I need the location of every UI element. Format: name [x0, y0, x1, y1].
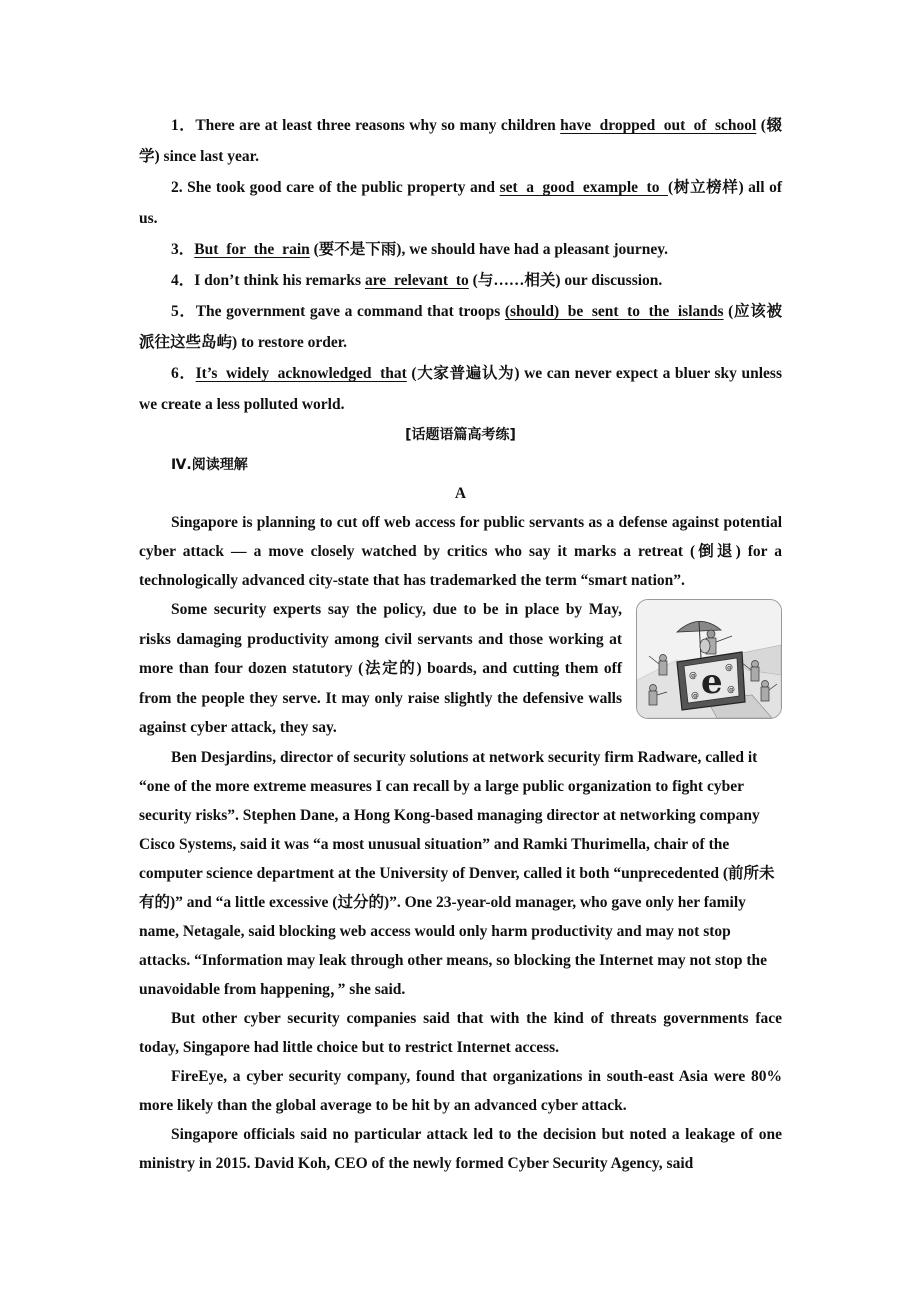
exercise-text-before: She took good care of the public property and — [187, 179, 500, 196]
exercise-item-4 — [139, 265, 782, 296]
passage-paragraph-4: But other cyber security companies said that with the kind of threats governments face today, Singapore had little choice but to restrict Internet access. — [139, 1009, 782, 1056]
svg-text:@: @ — [727, 685, 735, 694]
exercise-number: 4． — [171, 272, 195, 289]
passage-paragraph-1: Singapore is planning to cut off web access for public servants as a defense against potential cyber attack — a move closely watched by critics who say it marks a retreat (倒退) for a technologically advanced city-state that has trademarked the term “smart nation”. — [139, 514, 782, 589]
translation-exercises — [139, 110, 782, 420]
exercise-number: 3． — [171, 241, 195, 258]
reading-passage — [139, 480, 782, 1178]
passage-letter: A — [454, 485, 467, 502]
exercise-answer: have dropped out of school — [560, 117, 757, 134]
passage-paragraph-3: Ben Desjardins, director of security solutions at network security firm Radware, called it “one of the more extreme measures I can recall by a large public organization to fight cyber security risks”. Stephen Dane, a Hong Kong-based managing director at networking company Cisco Systems, said it was “a most unusual situation” and Ramki Thurimella, chair of the computer science department at the University of Denver, called it both “unprecedented (前所未有的)” and “a little excessive (过分的)”. One 23-year-old manager, who gave only her family name, Netagale, said blocking web access would only harm productivity and may not stop attacks. “Information may leak through other means, so blocking the Internet may not stop the unavoidable from happening，” she said. — [139, 748, 775, 998]
cyber-security-illustration-icon — [637, 600, 781, 718]
paragraph-with-figure — [139, 595, 782, 743]
exercise-text-after: (要不是下雨), we should have had a pleasant journey. — [309, 241, 669, 258]
document-page — [139, 110, 782, 1178]
section-heading: [话题语篇高考练] — [405, 427, 516, 443]
exercise-item-3 — [139, 234, 782, 265]
exercise-text-after: (辍学) since last year. — [139, 117, 782, 165]
section-label: Ⅳ.阅读理解 — [171, 457, 248, 473]
exercise-number: 2. — [171, 179, 188, 196]
svg-text:e: e — [701, 662, 723, 702]
exercise-answer: (should) be sent to the islands — [504, 303, 724, 320]
exercise-text-before: There are at least three reasons why so many children — [195, 117, 561, 134]
exercise-number: 6． — [171, 365, 196, 382]
exercise-text-before: The government gave a command that troops — [195, 303, 505, 320]
exercise-item-5 — [139, 296, 782, 358]
exercise-answer: But for the rain — [194, 241, 310, 258]
exercise-item-2 — [139, 172, 782, 234]
svg-text:@: @ — [725, 663, 733, 672]
exercise-answer: It’s widely acknowledged that — [195, 365, 407, 382]
svg-text:@: @ — [691, 691, 699, 700]
exercise-text-before: I don’t think his remarks — [194, 272, 365, 289]
exercise-text-after: (大家普遍认为) we can never expect a bluer sky unless we create a less polluted world. — [139, 365, 782, 413]
exercise-answer: set a good example to — [499, 179, 668, 196]
exercise-answer: are relevant to — [364, 272, 469, 289]
passage-paragraph-2: Some security experts say the policy, due to be in place by May, risks damaging productivity among civil servants and those working at more than four dozen statutory (法定的) boards, and cutting them off from the people they serve. It may only raise slightly the defensive walls against cyber attack, they say. — [139, 601, 622, 736]
passage-illustration — [636, 599, 782, 719]
exercise-text-after: (树立榜样) all of us. — [139, 179, 783, 227]
exercise-number: 1． — [171, 117, 196, 134]
passage-paragraph-6: Singapore officials said no particular attack led to the decision but noted a leakage of one ministry in 2015. David Koh, CEO of the newly formed Cyber Security Agency, said — [139, 1125, 782, 1172]
svg-text:@: @ — [689, 671, 697, 680]
exercise-item-1 — [139, 110, 782, 172]
exercise-text-after: (应该被派往这些岛屿) to restore order. — [139, 303, 782, 351]
passage-paragraph-5: FireEye, a cyber security company, found that organizations in south-east Asia were 80% more likely than the global average to be hit by an advanced cyber attack. — [139, 1067, 782, 1114]
exercise-number: 5． — [171, 303, 196, 320]
exercise-text-after: (与……相关) our discussion. — [468, 272, 663, 289]
exercise-item-6 — [139, 358, 782, 420]
